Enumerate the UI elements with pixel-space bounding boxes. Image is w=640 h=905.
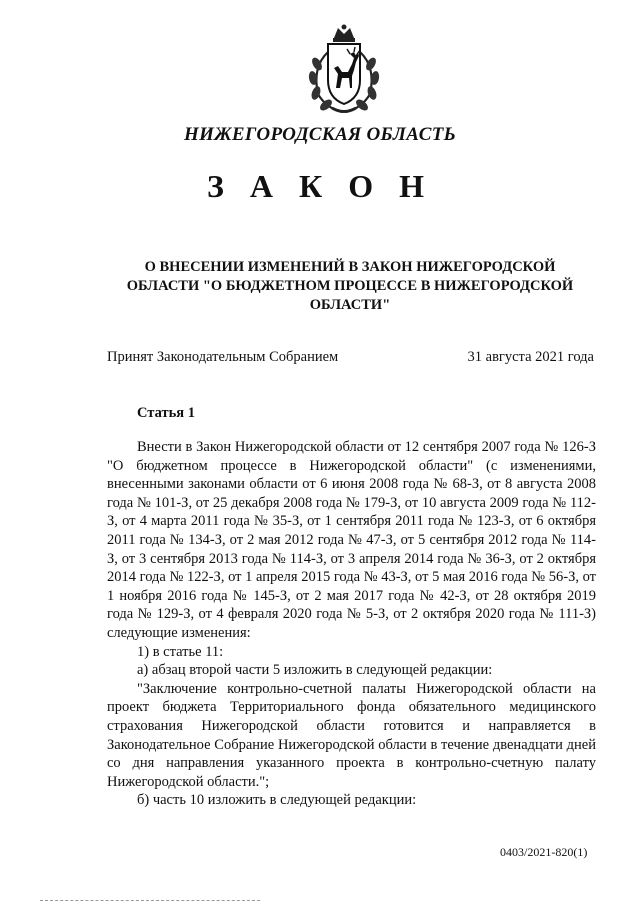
law-title-line: ОБЛАСТИ" xyxy=(309,297,391,313)
law-title xyxy=(100,258,600,315)
document-number: 0403/2021-820(1) xyxy=(500,845,588,859)
adopting-body: Принят Законодательным Собранием xyxy=(107,349,339,365)
scan-artifact-divider xyxy=(40,900,260,901)
document-type: З А К О Н xyxy=(207,168,433,204)
article-heading: Статья 1 xyxy=(137,405,195,421)
quoted-text-paragraph: "Заключение контрольно-счетной палаты Нижегородской области на проект бюджета Территориального фонда обязательного медицинского страхования Нижегородской области готовится и направляется в Законодательное Собрание Нижегородской области в течение двенадцати дней со дня направления указанного проекта в контрольно-счетную палату Нижегородской области."; xyxy=(107,680,596,790)
law-title-line: О ВНЕСЕНИИ ИЗМЕНЕНИЙ В ЗАКОН НИЖЕГОРОДСКОЙ xyxy=(144,259,556,275)
law-title-line: ОБЛАСТИ "О БЮДЖЕТНОМ ПРОЦЕССЕ В НИЖЕГОРОДСКОЙ xyxy=(126,278,574,294)
adoption-line xyxy=(107,349,594,366)
adoption-date: 31 августа 2021 года xyxy=(467,349,594,365)
list-item: б) часть 10 изложить в следующей редакции: xyxy=(137,792,417,809)
article-intro-paragraph: Внести в Закон Нижегородской области от 12 сентября 2007 года № 126-З "О бюджетном процессе в Нижегородской области" (с изменениями, внесенными законами области от 6 июня 2008 года № 68-З, от 8 августа 2008 года № 101-З, от 25 декабря 2008 года № 179-З, от 10 августа 2009 года № 112-З, от 4 марта 2011 года № 35-З, от 1 сентября 2011 года № 123-З, от 6 октября 2011 года № 134-З, от 2 мая 2012 года № 47-З, от 5 сентября 2012 года № 114-З, от 3 сентября 2013 года № 114-З, от 3 апреля 2014 года № 36-З, от 2 октября 2014 года № 122-З, от 1 апреля 2015 года № 43-З, от 5 мая 2016 года № 56-З, от 1 ноября 2016 года № 145-З, от 2 мая 2017 года № 42-З, от 28 октября 2019 года № 129-З, от 4 февраля 2020 года № 5-З, от 2 октября 2020 года № 111-З) следующие изменения: xyxy=(107,439,596,641)
region-name: НИЖЕГОРОДСКАЯ ОБЛАСТЬ xyxy=(184,124,456,145)
coat-of-arms-icon xyxy=(298,22,390,117)
list-item: а) абзац второй части 5 изложить в следующей редакции: xyxy=(137,662,493,679)
article-body xyxy=(107,438,596,810)
list-item: 1) в статье 11: xyxy=(137,643,224,660)
